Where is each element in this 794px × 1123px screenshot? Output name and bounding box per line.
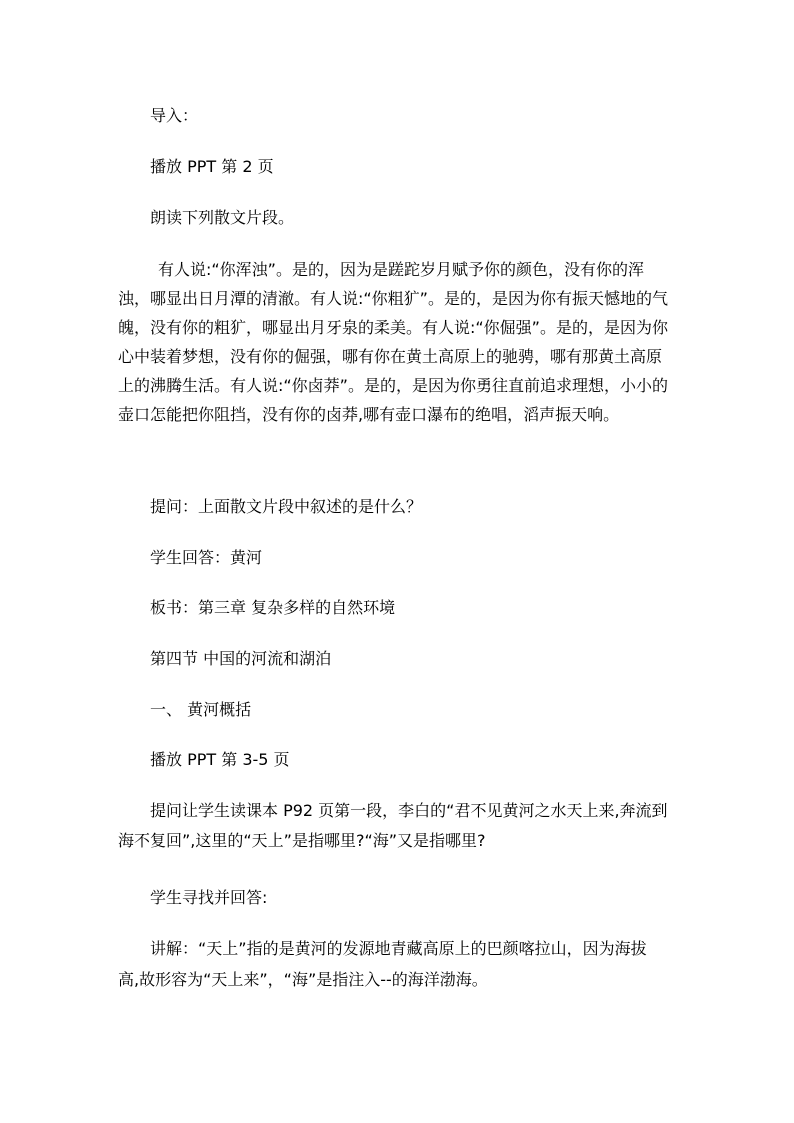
explanation-line: 讲解：“天上”指的是黄河的发源地青藏高原上的巴颜喀拉山，因为海拔 — [150, 939, 647, 958]
prose-line: 壶口怎能把你阻挡，没有你的卤莽,哪有壶口瀑布的绝唱，滔声振天响。 — [118, 405, 620, 424]
prose-paragraph — [118, 260, 674, 425]
ppt-page35-line: 播放 PPT 第 3-5 页 — [150, 750, 290, 769]
intro-line: 导入： — [150, 106, 199, 125]
heading1-line: 一、 黄河概括 — [150, 700, 252, 719]
explanation-paragraph — [118, 939, 674, 990]
student-find-line: 学生寻找并回答: — [150, 888, 268, 907]
prose-line: 上的沸腾生活。有人说:“你卤莽”。是的，是因为你勇往直前追求理想，小小的 — [118, 376, 668, 395]
prose-line: 心中装着梦想，没有你的倔强，哪有你在黄土高原上的驰骋，哪有那黄土高原 — [118, 347, 663, 366]
prose-line: 有人说:“你浑浊”。是的，因为是蹉跎岁月赋予你的颜色，没有你的浑 — [158, 260, 644, 279]
section4-line: 第四节 中国的河流和湖泊 — [150, 649, 332, 668]
board1-line: 板书：第三章 复杂多样的自然环境 — [150, 598, 396, 617]
question2-paragraph — [118, 801, 674, 851]
question2-line: 海不复回”,这里的“天上”是指哪里?“海”又是指哪里? — [118, 831, 486, 850]
question2-line: 提问让学生读课本 P92 页第一段，李白的“君不见黄河之水天上来,奔流到 — [150, 801, 668, 820]
prose-line: 浊，哪显出日月潭的清澈。有人说:“你粗犷”。是的，是因为你有振天憾地的气 — [118, 289, 668, 308]
answer1-line: 学生回答：黄河 — [150, 548, 263, 567]
read-prompt-line: 朗读下列散文片段。 — [150, 208, 295, 227]
prose-line: 魄，没有你的粗犷，哪显出月牙泉的柔美。有人说:“你倔强”。是的，是因为你 — [118, 318, 668, 337]
ppt-page2-line: 播放 PPT 第 2 页 — [150, 157, 274, 176]
explanation-line: 高,故形容为“天上来”，“海”是指注入--的海洋渤海。 — [118, 970, 488, 989]
question1-line: 提问：上面散文片段中叙述的是什么？ — [150, 497, 423, 516]
